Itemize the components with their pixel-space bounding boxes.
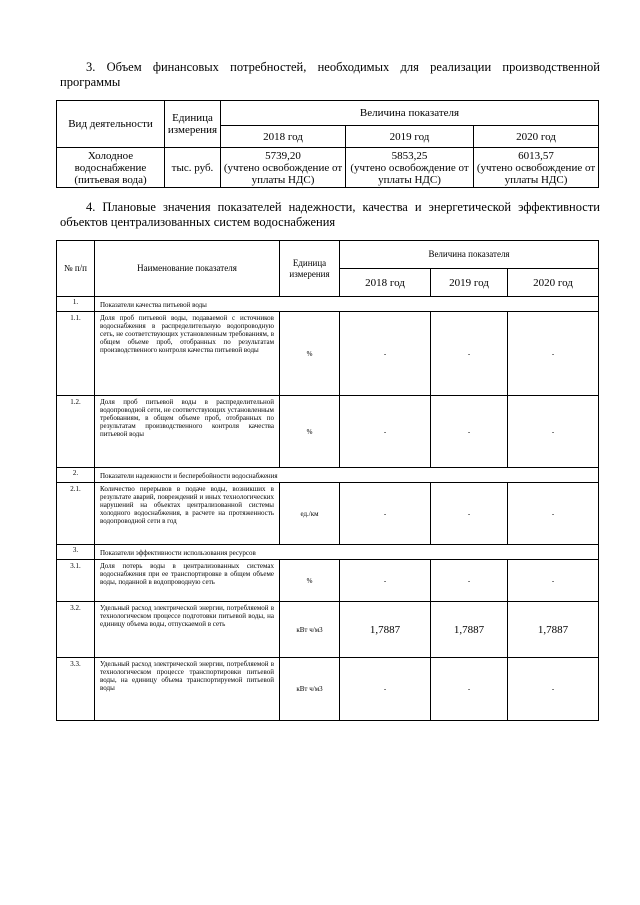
section-3-number: 3. xyxy=(86,60,96,74)
col-header-value: Величина показателя xyxy=(221,101,599,126)
row-number: 1.2. xyxy=(57,396,95,468)
col-header-name: Наименование показателя xyxy=(95,241,280,297)
group-title: Показатели надежности и бесперебойности водоснабжения xyxy=(95,468,599,483)
value-cell: - xyxy=(508,312,599,396)
year-header: 2020 год xyxy=(474,126,599,148)
table-row xyxy=(57,483,599,545)
value-note: (учтено освобождение от уплаты НДС) xyxy=(350,161,469,186)
value-cell: - xyxy=(431,312,508,396)
group-row xyxy=(57,545,599,560)
value-cell: - xyxy=(508,483,599,545)
row-number: 3.1. xyxy=(57,560,95,602)
section-4-number: 4. xyxy=(86,200,96,214)
row-number: 3.2. xyxy=(57,602,95,658)
year-header: 2018 год xyxy=(221,126,346,148)
section-4-heading xyxy=(60,200,600,230)
unit-cell: % xyxy=(280,560,340,602)
value-cell: - xyxy=(431,560,508,602)
value-cell: 1,7887 xyxy=(340,602,431,658)
col-header-unit: Единица измерения xyxy=(280,241,340,297)
indicator-name: Удельный расход электрической энергии, потребляемой в технологическом процессе транспортировки питьевой воды, на единицу объема транспортируемой питьевой воды xyxy=(95,658,280,721)
unit-cell: ед./км xyxy=(280,483,340,545)
col-header-activity: Вид деятельности xyxy=(57,101,165,148)
indicator-name: Доля проб питьевой воды в распределительной водопроводной сети, не соответствующих установленным требованиям, в общем объеме проб, отобранных по результатам производственного контроля качества питьевой воды xyxy=(95,396,280,468)
unit-cell: кВт ч/м3 xyxy=(280,602,340,658)
indicator-name: Удельный расход электрической энергии, потребляемой в технологическом процессе подготовки питьевой воды, на единицу объема воды, отпускаемой в сеть xyxy=(95,602,280,658)
value-cell: - xyxy=(508,560,599,602)
unit-cell: % xyxy=(280,312,340,396)
activity-cell: Холодное водоснабжение (питьевая вода) xyxy=(57,148,165,188)
value-cell: - xyxy=(508,658,599,721)
year-header: 2019 год xyxy=(431,269,508,297)
value-amount: 5853,25 xyxy=(391,149,428,162)
col-header-unit: Единица измерения xyxy=(165,101,221,148)
value-cell: - xyxy=(340,560,431,602)
section-3-heading xyxy=(60,60,600,90)
value-cell xyxy=(474,148,599,188)
group-number: 2. xyxy=(57,468,95,483)
group-title: Показатели качества питьевой воды xyxy=(95,297,599,312)
value-cell: - xyxy=(431,396,508,468)
value-cell xyxy=(346,148,474,188)
indicator-name: Доля проб питьевой воды, подаваемой с источников водоснабжения в распределительную водопроводную сеть, не соответствующих установленным требованиям, в общем объеме проб, отобранных по результатам производственного контроля качества питьевой воды xyxy=(95,312,280,396)
value-cell: - xyxy=(508,396,599,468)
year-header: 2019 год xyxy=(346,126,474,148)
value-amount: 6013,57 xyxy=(518,149,554,162)
table-row xyxy=(57,560,599,602)
financial-needs-table xyxy=(56,100,599,188)
col-header-num: № п/п xyxy=(57,241,95,297)
unit-cell: кВт ч/м3 xyxy=(280,658,340,721)
row-number: 1.1. xyxy=(57,312,95,396)
table-row xyxy=(57,396,599,468)
value-cell: - xyxy=(340,396,431,468)
unit-cell: % xyxy=(280,396,340,468)
indicator-name: Доля потерь воды в централизованных системах водоснабжения при ее транспортировке в общем объеме воды, поданной в водопроводную сеть xyxy=(95,560,280,602)
value-cell: - xyxy=(431,658,508,721)
unit-cell: тыс. руб. xyxy=(165,148,221,188)
section-3-title: Объем финансовых потребностей, необходимых для реализации производственной программы xyxy=(60,60,601,89)
row-number: 2.1. xyxy=(57,483,95,545)
indicator-name: Количество перерывов в подаче воды, возникших в результате аварий, повреждений и иных технологических нарушений на объектах централизованной системы холодного водоснабжения, в расчете на протяженность водопроводной сети в год xyxy=(95,483,280,545)
value-cell xyxy=(221,148,346,188)
year-header: 2020 год xyxy=(508,269,599,297)
value-cell: 1,7887 xyxy=(431,602,508,658)
indicators-table xyxy=(56,240,599,721)
row-number: 3.3. xyxy=(57,658,95,721)
group-number: 1. xyxy=(57,297,95,312)
value-note: (учтено освобождение от уплаты НДС) xyxy=(476,161,596,186)
group-row xyxy=(57,297,599,312)
year-header: 2018 год xyxy=(340,269,431,297)
table-row xyxy=(57,148,599,188)
value-cell: - xyxy=(340,312,431,396)
value-amount: 5739,20 xyxy=(265,149,301,162)
value-cell: - xyxy=(340,658,431,721)
table-row xyxy=(57,658,599,721)
table-row xyxy=(57,602,599,658)
group-number: 3. xyxy=(57,545,95,560)
group-row xyxy=(57,468,599,483)
col-header-value: Величина показателя xyxy=(340,241,599,269)
value-cell: - xyxy=(340,483,431,545)
value-cell: 1,7887 xyxy=(508,602,599,658)
section-4-title: Плановые значения показателей надежности, качества и энергетической эффективности объектов централизованных систем водоснабжения xyxy=(60,200,600,229)
value-note: (учтено освобождение от уплаты НДС) xyxy=(223,161,343,186)
group-title: Показатели эффективности использования ресурсов xyxy=(95,545,599,560)
value-cell: - xyxy=(431,483,508,545)
table-row xyxy=(57,312,599,396)
